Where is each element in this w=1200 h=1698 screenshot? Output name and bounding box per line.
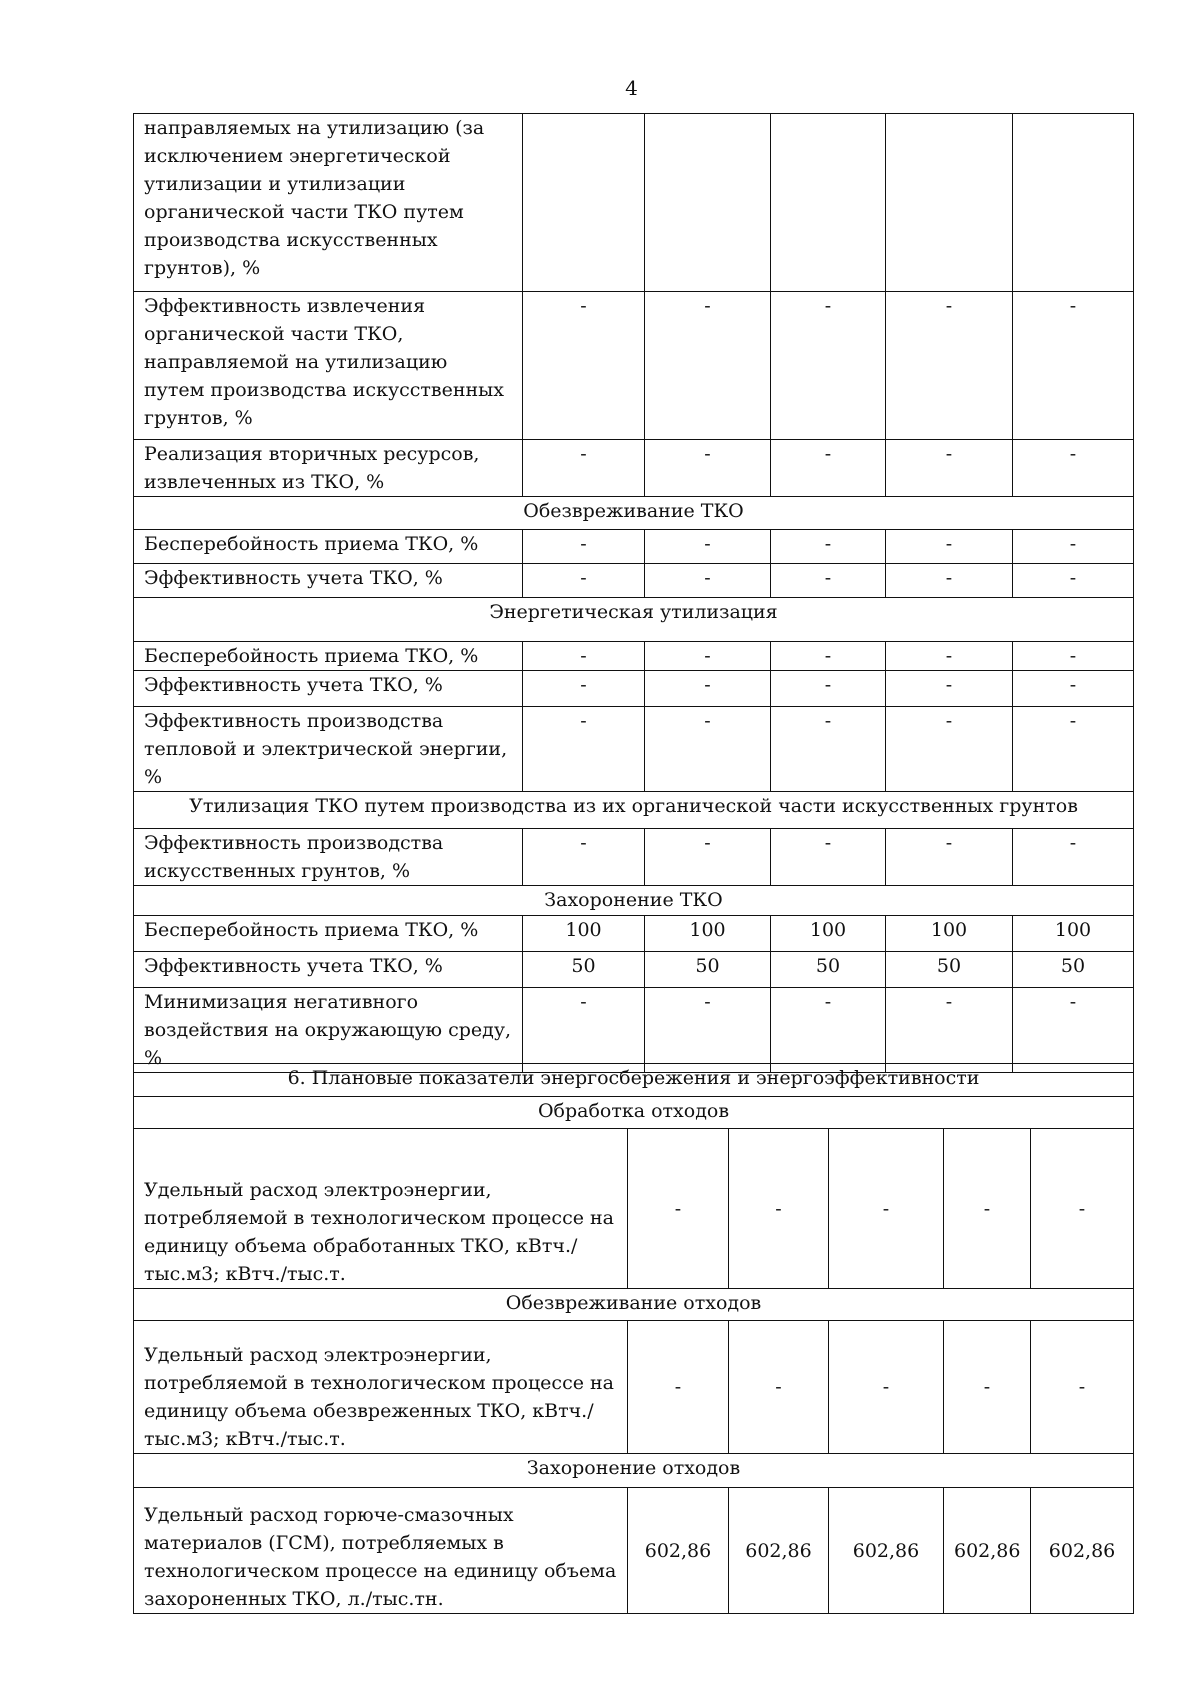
section-row [134,598,1134,642]
table-row [134,1321,1134,1454]
table-row [134,1129,1134,1289]
value-cell [886,114,1013,292]
value-cell: 602,86 [628,1488,729,1614]
value-cell: 100 [645,916,771,952]
value-cell: - [1013,671,1134,707]
value-cell: - [645,829,771,886]
value-cell: - [645,642,771,671]
section-row [134,792,1134,829]
value-cell: - [771,530,886,564]
table-row [134,292,1134,440]
value-cell: - [1013,564,1134,598]
value-cell: - [523,292,645,440]
value-cell: - [886,440,1013,497]
value-cell: - [886,292,1013,440]
value-cell: - [886,530,1013,564]
section-title: 6. Плановые показатели энергосбережения и энергоэффективности [134,1064,1134,1097]
indicator-label: Удельный расход электроэнергии, потребляемой в технологическом процессе на единицу объема обработанных ТКО, кВтч./тыс.м3; кВтч./тыс.т. [134,1129,628,1289]
value-cell: - [771,988,886,1073]
value-cell: - [829,1129,944,1289]
table-row [134,530,1134,564]
value-cell: - [645,292,771,440]
value-cell: - [1013,642,1134,671]
section-title: Обезвреживание ТКО [134,497,1134,530]
indicator-label: Удельный расход горюче-смазочных материалов (ГСМ), потребляемых в технологическом процессе на единицу объема захороненных ТКО, л./тыс.тн. [134,1488,628,1614]
value-cell: - [886,707,1013,792]
table-row [134,564,1134,598]
value-cell: - [729,1129,829,1289]
section-title: Захоронение отходов [134,1454,1134,1488]
value-cell: - [1013,530,1134,564]
value-cell: - [1013,440,1134,497]
table-row [134,114,1134,292]
section-row [134,497,1134,530]
table-row [134,707,1134,792]
section-title: Энергетическая утилизация [134,598,1134,642]
indicator-label: Удельный расход электроэнергии, потребляемой в технологическом процессе на единицу объема обезвреженных ТКО, кВтч./тыс.м3; кВтч./тыс.т. [134,1321,628,1454]
value-cell: - [829,1321,944,1454]
value-cell: - [886,988,1013,1073]
value-cell [645,114,771,292]
value-cell: 50 [523,952,645,988]
value-cell: - [523,530,645,564]
value-cell: - [1013,988,1134,1073]
value-cell [771,114,886,292]
indicator-label: Эффективность учета ТКО, % [134,952,523,988]
value-cell: - [645,564,771,598]
table-row [134,642,1134,671]
value-cell: - [523,671,645,707]
value-cell: - [523,642,645,671]
value-cell: - [944,1129,1031,1289]
value-cell: - [523,564,645,598]
value-cell: - [645,440,771,497]
value-cell: - [523,829,645,886]
value-cell: - [944,1321,1031,1454]
indicator-label: Эффективность извлечения органической части ТКО, направляемой на утилизацию путем производства искусственных грунтов, % [134,292,523,440]
section-row [134,1064,1134,1097]
value-cell: 602,86 [944,1488,1031,1614]
value-cell: - [1031,1129,1134,1289]
table-row [134,829,1134,886]
value-cell: - [523,440,645,497]
table-row [134,671,1134,707]
value-cell: - [771,642,886,671]
value-cell: 100 [771,916,886,952]
section-title: Обработка отходов [134,1097,1134,1129]
value-cell: 50 [1013,952,1134,988]
table2-body [134,1064,1134,1614]
table-row [134,440,1134,497]
value-cell: - [523,988,645,1073]
value-cell: 602,86 [729,1488,829,1614]
value-cell: - [645,671,771,707]
value-cell: - [771,707,886,792]
value-cell [523,114,645,292]
value-cell: - [645,988,771,1073]
value-cell: 50 [886,952,1013,988]
value-cell: 100 [886,916,1013,952]
value-cell: - [1013,829,1134,886]
value-cell: - [1013,707,1134,792]
value-cell: - [628,1321,729,1454]
value-cell: - [886,642,1013,671]
indicator-label: Бесперебойность приема ТКО, % [134,642,523,671]
value-cell: 602,86 [829,1488,944,1614]
value-cell: 100 [1013,916,1134,952]
indicator-label: Бесперебойность приема ТКО, % [134,916,523,952]
table-row [134,952,1134,988]
indicator-label: Эффективность учета ТКО, % [134,564,523,598]
indicator-label: Реализация вторичных ресурсов, извлеченных из ТКО, % [134,440,523,497]
section-row [134,1454,1134,1488]
value-cell: 50 [645,952,771,988]
value-cell: 100 [523,916,645,952]
value-cell: - [729,1321,829,1454]
value-cell: 50 [771,952,886,988]
value-cell: - [1013,292,1134,440]
indicator-label: направляемых на утилизацию (за исключением энергетической утилизации и утилизации органической части ТКО путем производства искусственных грунтов), % [134,114,523,292]
value-cell: - [1031,1321,1134,1454]
table1-body [134,114,1134,1073]
energy-table [133,1063,1134,1614]
indicator-label: Эффективность учета ТКО, % [134,671,523,707]
value-cell: - [645,707,771,792]
value-cell: - [771,671,886,707]
table-row [134,988,1134,1073]
page-number: 4 [625,76,638,100]
indicators-table [133,113,1134,1073]
table-row [134,916,1134,952]
indicator-label: Минимизация негативного воздействия на окружающую среду, % [134,988,523,1073]
value-cell: - [771,440,886,497]
value-cell: 602,86 [1031,1488,1134,1614]
section-title: Захоронение ТКО [134,886,1134,916]
value-cell: - [886,829,1013,886]
value-cell: - [523,707,645,792]
value-cell [1013,114,1134,292]
indicator-label: Эффективность производства искусственных грунтов, % [134,829,523,886]
section-title: Утилизация ТКО путем производства из их органической части искусственных грунтов [134,792,1134,829]
value-cell: - [886,671,1013,707]
value-cell: - [771,564,886,598]
section-row [134,1097,1134,1129]
value-cell: - [645,530,771,564]
value-cell: - [771,829,886,886]
indicator-label: Эффективность производства тепловой и электрической энергии, % [134,707,523,792]
value-cell: - [771,292,886,440]
section-row [134,1289,1134,1321]
value-cell: - [628,1129,729,1289]
section-title: Обезвреживание отходов [134,1289,1134,1321]
table-row [134,1488,1134,1614]
section-row [134,886,1134,916]
value-cell: - [886,564,1013,598]
indicator-label: Бесперебойность приема ТКО, % [134,530,523,564]
